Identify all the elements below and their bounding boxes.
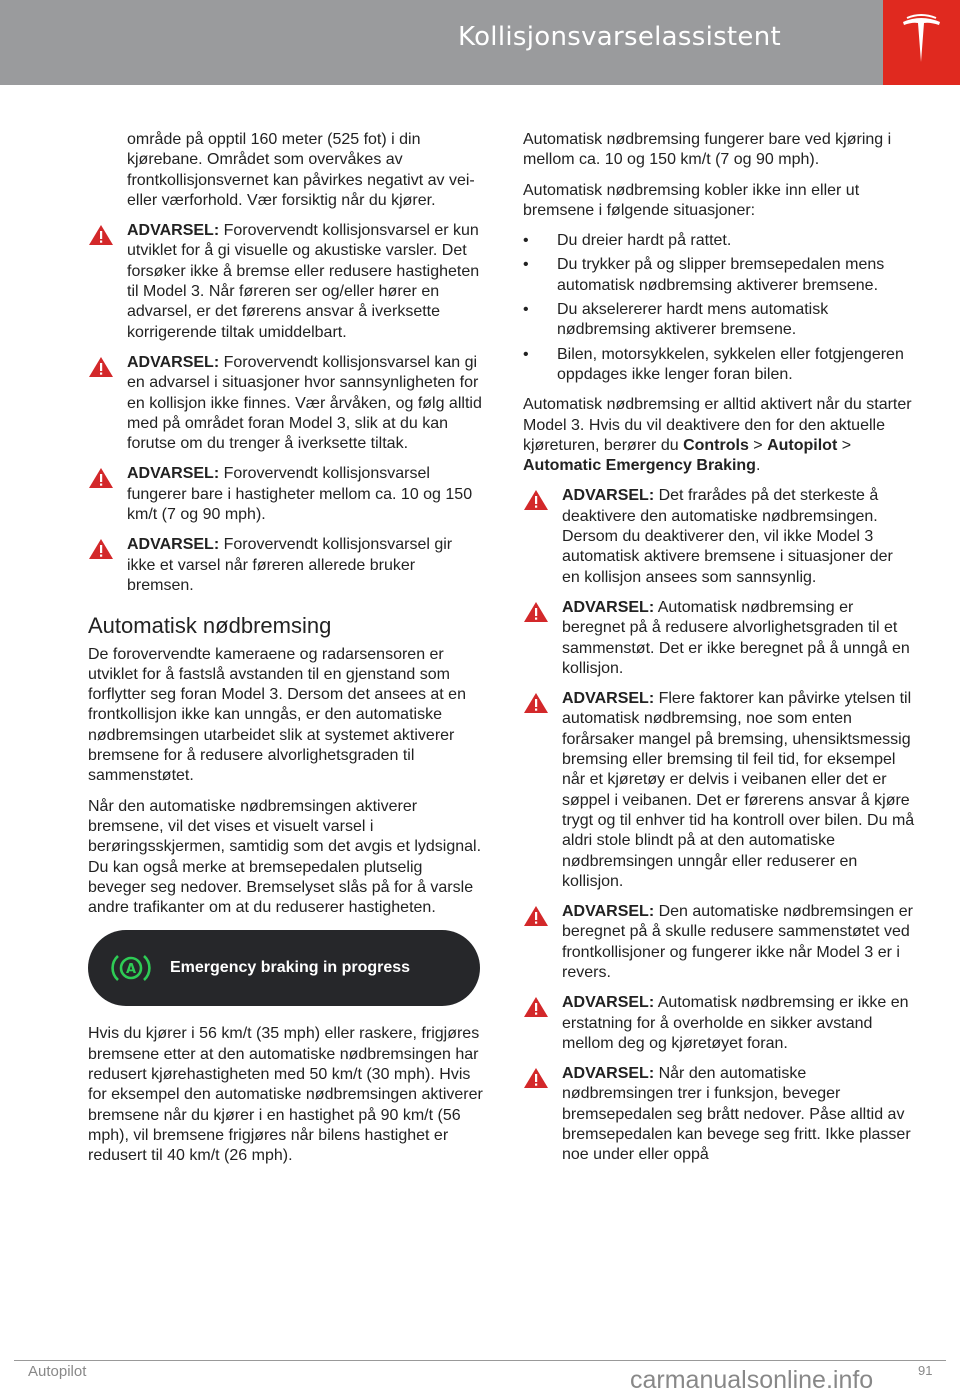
tesla-logo [883, 0, 960, 85]
separator: > [748, 436, 768, 454]
warning-icon [523, 1067, 549, 1089]
warning-label: ADVARSEL: [127, 536, 220, 554]
paragraph: Hvis du kjører i 56 km/t (35 mph) eller raskere, frigjøres bremsene etter at den automatiske nødbremsingen har redusert kjørehastigheten med 50 km/t (30 mph). Hvis for eksempel den automatiske nødbremsingen aktiverer bremsene når du kjører i en hastighet på 90 km/t (56 mph), vil bremsene frigjøres når bilens hastighet er redusert til 40 km/t (26 mph). [88, 1025, 483, 1165]
paragraph: De forovervendte kameraene og radarsensoren er utviklet for å fastslå avstanden til en gjenstand som forflytter seg foran Model 3. Dersom det ansees at en frontkollisjon ikke kan unngås, er den automatiske nødbremsingen utarbeidet slik at systemet aktiverer bremsene for å redusere alvorlighetsgraden til sammenstøtet. [88, 645, 466, 785]
warning-block [523, 598, 915, 679]
warning-text: Flere faktorer kan påvirke ytelsen til automatisk nødbremsing, noe som enten forårsaker mangel på bremsing, uhensiktsmessig bremsing eller bremsing til feil tid, for eksempel når et kjøretøy er delvis i veibanen eller det er søppel i veibanen. Det er førerens ansvar å kjøre trygt og til enhver tid ha kontroll over bilen. Du må aldri stole blindt på at den automatiske nødbremsingen unngår eller reduserer en kollisjon. [562, 690, 915, 890]
warning-icon [523, 489, 549, 511]
warning-label: ADVARSEL: [127, 222, 220, 240]
menu-autopilot: Autopilot [767, 436, 838, 454]
warning-label: ADVARSEL: [562, 903, 655, 921]
warning-block [88, 464, 484, 525]
warning-label: ADVARSEL: [562, 487, 655, 505]
menu-path-paragraph [523, 395, 915, 476]
section-heading: Automatisk nødbremsing [88, 613, 332, 639]
warning-label: ADVARSEL: [562, 598, 655, 616]
banner-text: Emergency braking in progress [170, 959, 411, 977]
tesla-logo-icon [883, 0, 960, 85]
paragraph: Når den automatiske nødbremsingen aktiverer bremsene, vil det vises et visuelt varsel i berøringsskjermen, samtidig som det avgis et lydsignal. Du kan også merke at bremsepedalen plutselig beveger seg nedover. Bremselyset slås på for å varsle andre trafikanter om at du reduserer hastigheten. [88, 797, 482, 917]
warning-label: ADVARSEL: [127, 465, 220, 483]
warning-text: Den automatiske nødbremsingen er beregnet på å skulle redusere sammenstøtet ved frontkollisjoner og fungerer ikke når Model 3 er i revers. [562, 903, 913, 981]
footer-section: Autopilot [28, 1363, 87, 1380]
footer-divider [14, 1360, 946, 1361]
warning-block [523, 486, 915, 587]
warning-text: Forovervendt kollisjonsvarsel gir ikke et varsel når føreren allerede bruker bremsen. [127, 536, 453, 594]
warning-text: Forovervendt kollisjonsvarsel kan gi en advarsel i situasjoner hvor sannsynligheten for en kollisjon ikke finnes. Vær årvåken, og følg alltid med på området foran Model 3, slik at du kan forutse om du trenger å iverksette tiltak. [127, 353, 482, 453]
list-item: • Du akselererer hardt mens automatisk nødbremsing aktiverer bremsene. [523, 300, 915, 341]
list-item: • Du trykker på og slipper bremsepedalen mens automatisk nødbremsing aktiverer bremsene. [523, 255, 915, 296]
warning-text: Det frarådes på det sterkeste å deaktivere den automatiske nødbremsingen. Dersom du deaktiverer den, vil ikke Model 3 automatisk aktivere bremsene i situasjoner der en kollisjon ansees som sannsynlig. [562, 487, 893, 586]
warning-block [523, 1064, 915, 1165]
warning-label: ADVARSEL: [562, 690, 655, 708]
warning-icon [523, 905, 549, 927]
warning-text: Når den automatiske nødbremsingen trer i funksjon, beveger bremsepedalen seg brått nedover. Påse alltid av bremsepedalen kan bevege seg fritt. Ikke plasser noe under eller oppå [562, 1065, 911, 1164]
svg-text:A: A [125, 962, 137, 978]
emergency-braking-banner [88, 930, 480, 1006]
warning-icon [523, 601, 549, 623]
warning-label: ADVARSEL: [127, 353, 220, 371]
menu-aeb: Automatic Emergency Braking [523, 457, 756, 475]
warning-icon [88, 356, 114, 378]
intro-paragraph: område på opptil 160 meter (525 fot) i din kjørebane. Området som overvåkes av frontkollisjonsvernet kan påvirkes negativt av vei- eller værforhold. Vær forsiktig når du kjører. [127, 131, 475, 209]
left-column [88, 130, 484, 1176]
warning-icon [88, 467, 114, 489]
warning-block [523, 902, 915, 983]
menu-controls: Controls [683, 436, 749, 454]
warning-icon [523, 692, 549, 714]
page-title: Kollisjonsvarselassistent [458, 22, 781, 52]
emergency-brake-icon [110, 951, 152, 985]
right-column [523, 130, 915, 1176]
warning-text: Forovervendt kollisjonsvarsel fungerer bare i hastigheter mellom ca. 10 og 150 km/t (7 og 90 mph). [127, 465, 473, 524]
paragraph: Automatisk nødbremsing fungerer bare ved kjøring i mellom ca. 10 og 150 km/t (7 og 90 mph). [523, 131, 892, 169]
warning-icon [88, 538, 114, 560]
warning-block [523, 993, 915, 1054]
separator: > [837, 436, 852, 454]
warning-text: Automatisk nødbremsing er beregnet på å redusere alvorlighetsgraden til et sammenstøt. Det er ikke beregnet på å unngå en kollisjon. [562, 598, 910, 677]
list-item: • Du dreier hardt på rattet. [523, 231, 915, 251]
warning-icon [523, 996, 549, 1018]
warning-text: Automatisk nødbremsing er ikke en erstatning for å overholde en sikker avstand mellom deg og kjøretøyet foran. [562, 994, 909, 1052]
page-header [0, 0, 883, 85]
bullet-list [523, 231, 915, 385]
warning-block [88, 535, 484, 596]
warning-block [88, 353, 484, 454]
watermark: carmanualsonline.info [630, 1366, 874, 1394]
list-item: • Bilen, motorsykkelen, sykkelen eller fotgjengeren oppdages ikke lenger foran bilen. [523, 345, 915, 386]
paragraph: Automatisk nødbremsing kobler ikke inn eller ut bremsene i følgende situasjoner: [523, 181, 860, 219]
warning-block [523, 689, 915, 892]
page-number: 91 [918, 1363, 933, 1378]
period: . [755, 457, 761, 475]
warning-icon [88, 224, 114, 246]
warning-block [88, 221, 484, 343]
warning-text: Forovervendt kollisjonsvarsel er kun utviklet for å gi visuelle og akustiske varsler. Det forsøker ikke å bremse eller redusere hastigheten til Model 3. Når føreren ser og/eller hører en advarsel, er det førerens ansvar å iverksette korrigerende tiltak umiddelbart. [127, 222, 480, 341]
warning-label: ADVARSEL: [562, 994, 655, 1012]
paragraph-text: Automatisk nødbremsing er alltid aktivert når du starter Model 3. Hvis du vil deaktivere den for den aktuelle kjøreturen, berører du [523, 396, 912, 454]
warning-label: ADVARSEL: [562, 1065, 655, 1083]
